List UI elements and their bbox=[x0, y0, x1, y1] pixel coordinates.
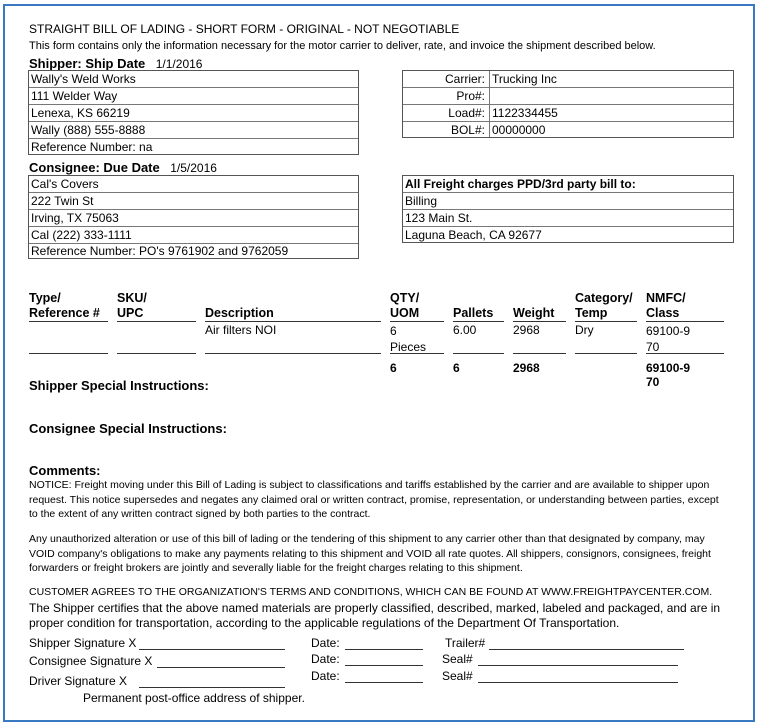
bol-value[interactable]: 00000000 bbox=[492, 123, 546, 137]
comments-heading: Comments: bbox=[29, 463, 101, 478]
shipper-instructions-label: Shipper Special Instructions: bbox=[29, 378, 209, 393]
seal-label: Seal# bbox=[442, 652, 473, 666]
consignee-line[interactable]: Cal's Covers bbox=[29, 176, 358, 193]
load-row: Load#: 1122334455 bbox=[403, 105, 733, 122]
shipper-line[interactable]: Lenexa, KS 66219 bbox=[29, 105, 358, 122]
trailer-line[interactable] bbox=[489, 649, 684, 650]
driver-signature-label: Driver Signature X bbox=[29, 674, 128, 688]
footer-note: Permanent post-office address of shipper. bbox=[83, 691, 305, 705]
consignee-line[interactable]: 222 Twin St bbox=[29, 193, 358, 210]
billing-line[interactable]: Laguna Beach, CA 92677 bbox=[405, 228, 542, 242]
item-description[interactable]: Air filters NOI bbox=[205, 323, 277, 337]
shipper-line[interactable]: Wally's Weld Works bbox=[29, 71, 358, 88]
item-pallets[interactable]: 6.00 bbox=[453, 323, 477, 337]
consignee-line[interactable]: Cal (222) 333-1111 bbox=[29, 227, 358, 244]
form-subtitle: This form contains only the information necessary for the motor carrier to deliver, rate, and invoice the shipment described below. bbox=[29, 40, 656, 52]
shipper-signature-label: Shipper Signature X bbox=[29, 636, 137, 650]
item-qty[interactable]: 6 Pieces bbox=[390, 324, 427, 354]
trailer-label: Trailer# bbox=[445, 636, 486, 650]
consignee-heading: Consignee: Due Date 1/5/2016 bbox=[29, 160, 217, 175]
col-type-header: Type/ Reference # bbox=[29, 291, 100, 320]
seal2-label: Seal# bbox=[442, 669, 473, 683]
col-weight-header: Weight bbox=[513, 306, 555, 320]
shipper-date-line[interactable] bbox=[345, 649, 423, 650]
item-weight[interactable]: 2968 bbox=[513, 323, 540, 337]
shipper-reference[interactable]: Reference Number: na bbox=[31, 140, 153, 154]
carrier-value[interactable]: Trucking Inc bbox=[492, 72, 557, 86]
item-nmfc[interactable]: 69100-9 70 bbox=[646, 324, 691, 354]
driver-date-line[interactable] bbox=[345, 682, 423, 683]
consignee-date-line[interactable] bbox=[345, 665, 423, 666]
consignee-reference[interactable]: Reference Number: PO's 9761902 and 9762059 bbox=[31, 244, 289, 258]
notice-text: NOTICE: Freight moving under this Bill of Lading is subject to classifications and tariffs established by the carrier and are available to shipper upon request. This notice supersedes and negates any claimed oral or written contract, promise, representation, or understanding between parties, except to the extent of any written contract signed by both parties to the contract. bbox=[29, 479, 719, 520]
total-weight: 2968 bbox=[513, 361, 540, 375]
billing-line[interactable]: Billing bbox=[403, 193, 733, 210]
form-title: STRAIGHT BILL OF LADING - SHORT FORM - ORIGINAL - NOT NEGOTIABLE bbox=[29, 22, 460, 36]
consignee-date-label: Date: bbox=[311, 652, 340, 666]
col-nmfc-header: NMFC/ Class bbox=[646, 291, 686, 320]
col-category-header: Category/ Temp bbox=[575, 291, 633, 320]
consignee-signature-line[interactable] bbox=[157, 667, 285, 668]
item-category[interactable]: Dry bbox=[575, 323, 594, 337]
shipper-heading: Shipper: Ship Date 1/1/2016 bbox=[29, 56, 203, 71]
certify-text: The Shipper certifies that the above named materials are properly classified, described, marked, labeled and packaged, and are in proper condition for transportation, according to the applicable regulations of the Department Of Transportation. bbox=[29, 601, 721, 630]
total-qty: 6 bbox=[390, 361, 397, 375]
shipper-signature-line[interactable] bbox=[139, 649, 285, 650]
col-pallets-header: Pallets bbox=[453, 306, 494, 320]
total-pallets: 6 bbox=[453, 361, 460, 375]
total-nmfc: 69100-9 70 bbox=[646, 361, 691, 389]
terms-text: CUSTOMER AGREES TO THE ORGANIZATION'S TERMS AND CONDITIONS, WHICH CAN BE FOUND AT WWW.FREIGHTPAYCENTER.COM. bbox=[29, 586, 713, 598]
shipper-box bbox=[28, 70, 359, 155]
driver-date-label: Date: bbox=[311, 669, 340, 683]
carrier-box bbox=[402, 70, 734, 138]
driver-signature-line[interactable] bbox=[139, 687, 285, 688]
carrier-row: Carrier: Trucking Inc bbox=[403, 71, 733, 88]
shipper-line[interactable]: Wally (888) 555-8888 bbox=[29, 122, 358, 139]
consignee-line[interactable]: Irving, TX 75063 bbox=[29, 210, 358, 227]
col-description-header: Description bbox=[205, 306, 274, 320]
pro-row: Pro#: bbox=[403, 88, 733, 105]
shipper-line[interactable]: 111 Welder Way bbox=[29, 88, 358, 105]
col-qty-header: QTY/ UOM bbox=[390, 291, 420, 320]
shipper-date-label: Date: bbox=[311, 636, 340, 650]
bol-row: BOL#: 00000000 bbox=[450, 123, 546, 137]
billing-heading: All Freight charges PPD/3rd party bill to: bbox=[403, 176, 733, 193]
col-sku-header: SKU/ UPC bbox=[117, 291, 147, 320]
alteration-text: Any unauthorized alteration or use of this bill of lading or the tendering of this shipment to any carrier other than that designated by company, may VOID company's obligations to make any payments relating to this shipment and VOID all rate quotes. All shippers, consignors, consignees, freight forwarders or freight brokers are jointly and severally liable for the freight charges relating to this shipment. bbox=[29, 533, 711, 574]
billing-box bbox=[402, 175, 734, 243]
billing-line[interactable]: 123 Main St. bbox=[403, 210, 733, 227]
seal2-line[interactable] bbox=[478, 682, 678, 683]
load-value[interactable]: 1122334455 bbox=[492, 106, 558, 120]
seal-line[interactable] bbox=[478, 665, 678, 666]
consignee-box bbox=[28, 175, 359, 259]
consignee-instructions-label: Consignee Special Instructions: bbox=[29, 421, 227, 436]
consignee-signature-label: Consignee Signature X bbox=[29, 654, 153, 668]
